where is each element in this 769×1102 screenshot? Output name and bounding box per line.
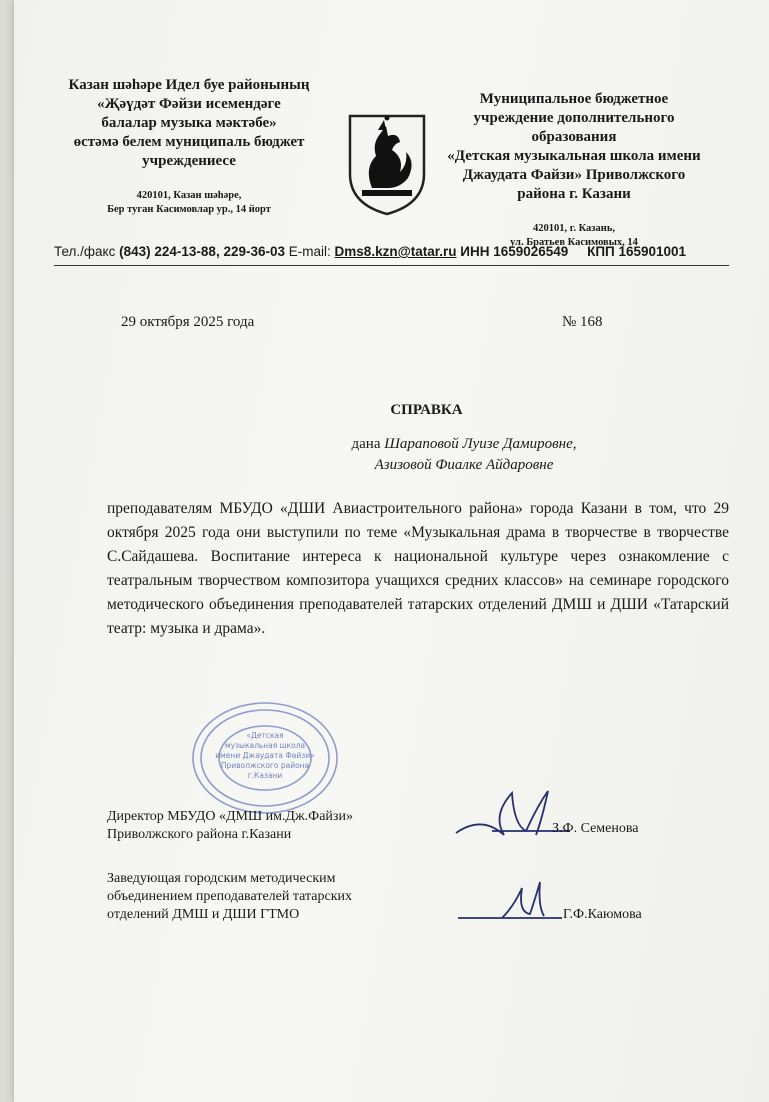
director-line: Приволжского района г.Казани bbox=[107, 827, 292, 842]
stamp-line: Приволжского района bbox=[220, 761, 310, 770]
letterhead-line: образования bbox=[531, 129, 617, 145]
director-title bbox=[107, 808, 407, 844]
letterhead-line: балалар музыка мәктәбе» bbox=[101, 115, 277, 131]
head-line: Заведующая городским методическим bbox=[107, 871, 336, 886]
director-name: З.Ф. Семенова bbox=[552, 821, 639, 836]
stamp-line: г.Казани bbox=[247, 771, 283, 780]
head-signature-icon bbox=[452, 876, 572, 926]
phone-label: Тел./факс bbox=[54, 244, 116, 259]
letterhead-line: учреждениесе bbox=[142, 153, 236, 169]
address-line: Бер туган Касимовлар ур., 14 йорт bbox=[107, 204, 271, 215]
document-body: преподавателям МБУДО «ДШИ Авиастроительного района» города Казани в том, что 29 октября 2025 года они выступили по теме «Музыкальная драма в творчестве в творчестве С.Сайдашева. Воспитание интереса к национальной культуре через ознакомление с театральным творчеством композитора учащихся средних классов» на семинаре городского методического объединения преподавателей татарских отделений ДМШ и ДШИ «Татарский театр: музыка и драма». bbox=[107, 500, 729, 637]
official-stamp-icon bbox=[190, 700, 340, 815]
address-line: 420101, г. Казань, bbox=[532, 223, 615, 234]
director-line: Директор МБУДО «ДМШ им.Дж.Файзи» bbox=[107, 809, 353, 824]
letterhead-line: «Детская музыкальная школа имени bbox=[447, 148, 701, 164]
letterhead-line: учреждение дополнительного bbox=[473, 110, 675, 126]
head-line: объединением преподавателей татарских bbox=[107, 889, 353, 904]
head-name: Г.Ф.Каюмова bbox=[563, 907, 642, 922]
given-prefix: дана bbox=[351, 436, 381, 452]
phone-numbers: (843) 224-13-88, 229-36-03 bbox=[119, 244, 285, 259]
letterhead-line: Муниципальное бюджетное bbox=[479, 91, 669, 107]
letterhead-line: Джаудата Файзи» Приволжского bbox=[462, 167, 686, 183]
letterhead-russian bbox=[434, 90, 714, 250]
document-sheet bbox=[14, 0, 769, 1102]
recipient-name: Шараповой Луизе Дамировне, bbox=[384, 436, 577, 452]
document-number: № 168 bbox=[562, 314, 603, 330]
recipient-name: Азизовой Фиалке Айдаровне bbox=[374, 457, 554, 473]
stamp-line: музыкальная школа bbox=[224, 741, 306, 750]
address-line: ул. Братьев Касимовых, 14 bbox=[510, 237, 638, 248]
stamp-line: имени Джаудата Файзи» bbox=[215, 751, 315, 760]
kpp: КПП 165901001 bbox=[587, 244, 687, 259]
contact-line bbox=[54, 244, 724, 259]
letterhead-line: өстәмә белем муниципаль бюджет bbox=[73, 134, 305, 150]
letterhead-line: «Җәүдәт Фәйзи исемендәге bbox=[97, 96, 281, 112]
document-date: 29 октября 2025 года bbox=[121, 314, 255, 330]
letterhead-line: Казан шәһәре Идел буе районының bbox=[68, 77, 310, 93]
recipients bbox=[314, 434, 614, 476]
kazan-coat-of-arms-icon bbox=[342, 112, 432, 216]
document-title: СПРАВКА bbox=[390, 402, 463, 418]
head-title bbox=[107, 870, 407, 924]
stamp-line: «Детская bbox=[246, 731, 284, 740]
inn: ИНН 1659026549 bbox=[460, 244, 569, 259]
address-tatar bbox=[54, 189, 324, 217]
email-label: E-mail: bbox=[288, 244, 331, 259]
email-link[interactable]: Dms8.kzn@tatar.ru bbox=[334, 244, 457, 259]
letterhead-tatar bbox=[54, 76, 324, 217]
letterhead-line: района г. Казани bbox=[517, 186, 631, 202]
head-line: отделений ДМШ и ДШИ ГТМО bbox=[107, 907, 300, 922]
address-line: 420101, Казан шәһәре, bbox=[136, 190, 242, 201]
header-divider bbox=[54, 265, 729, 266]
